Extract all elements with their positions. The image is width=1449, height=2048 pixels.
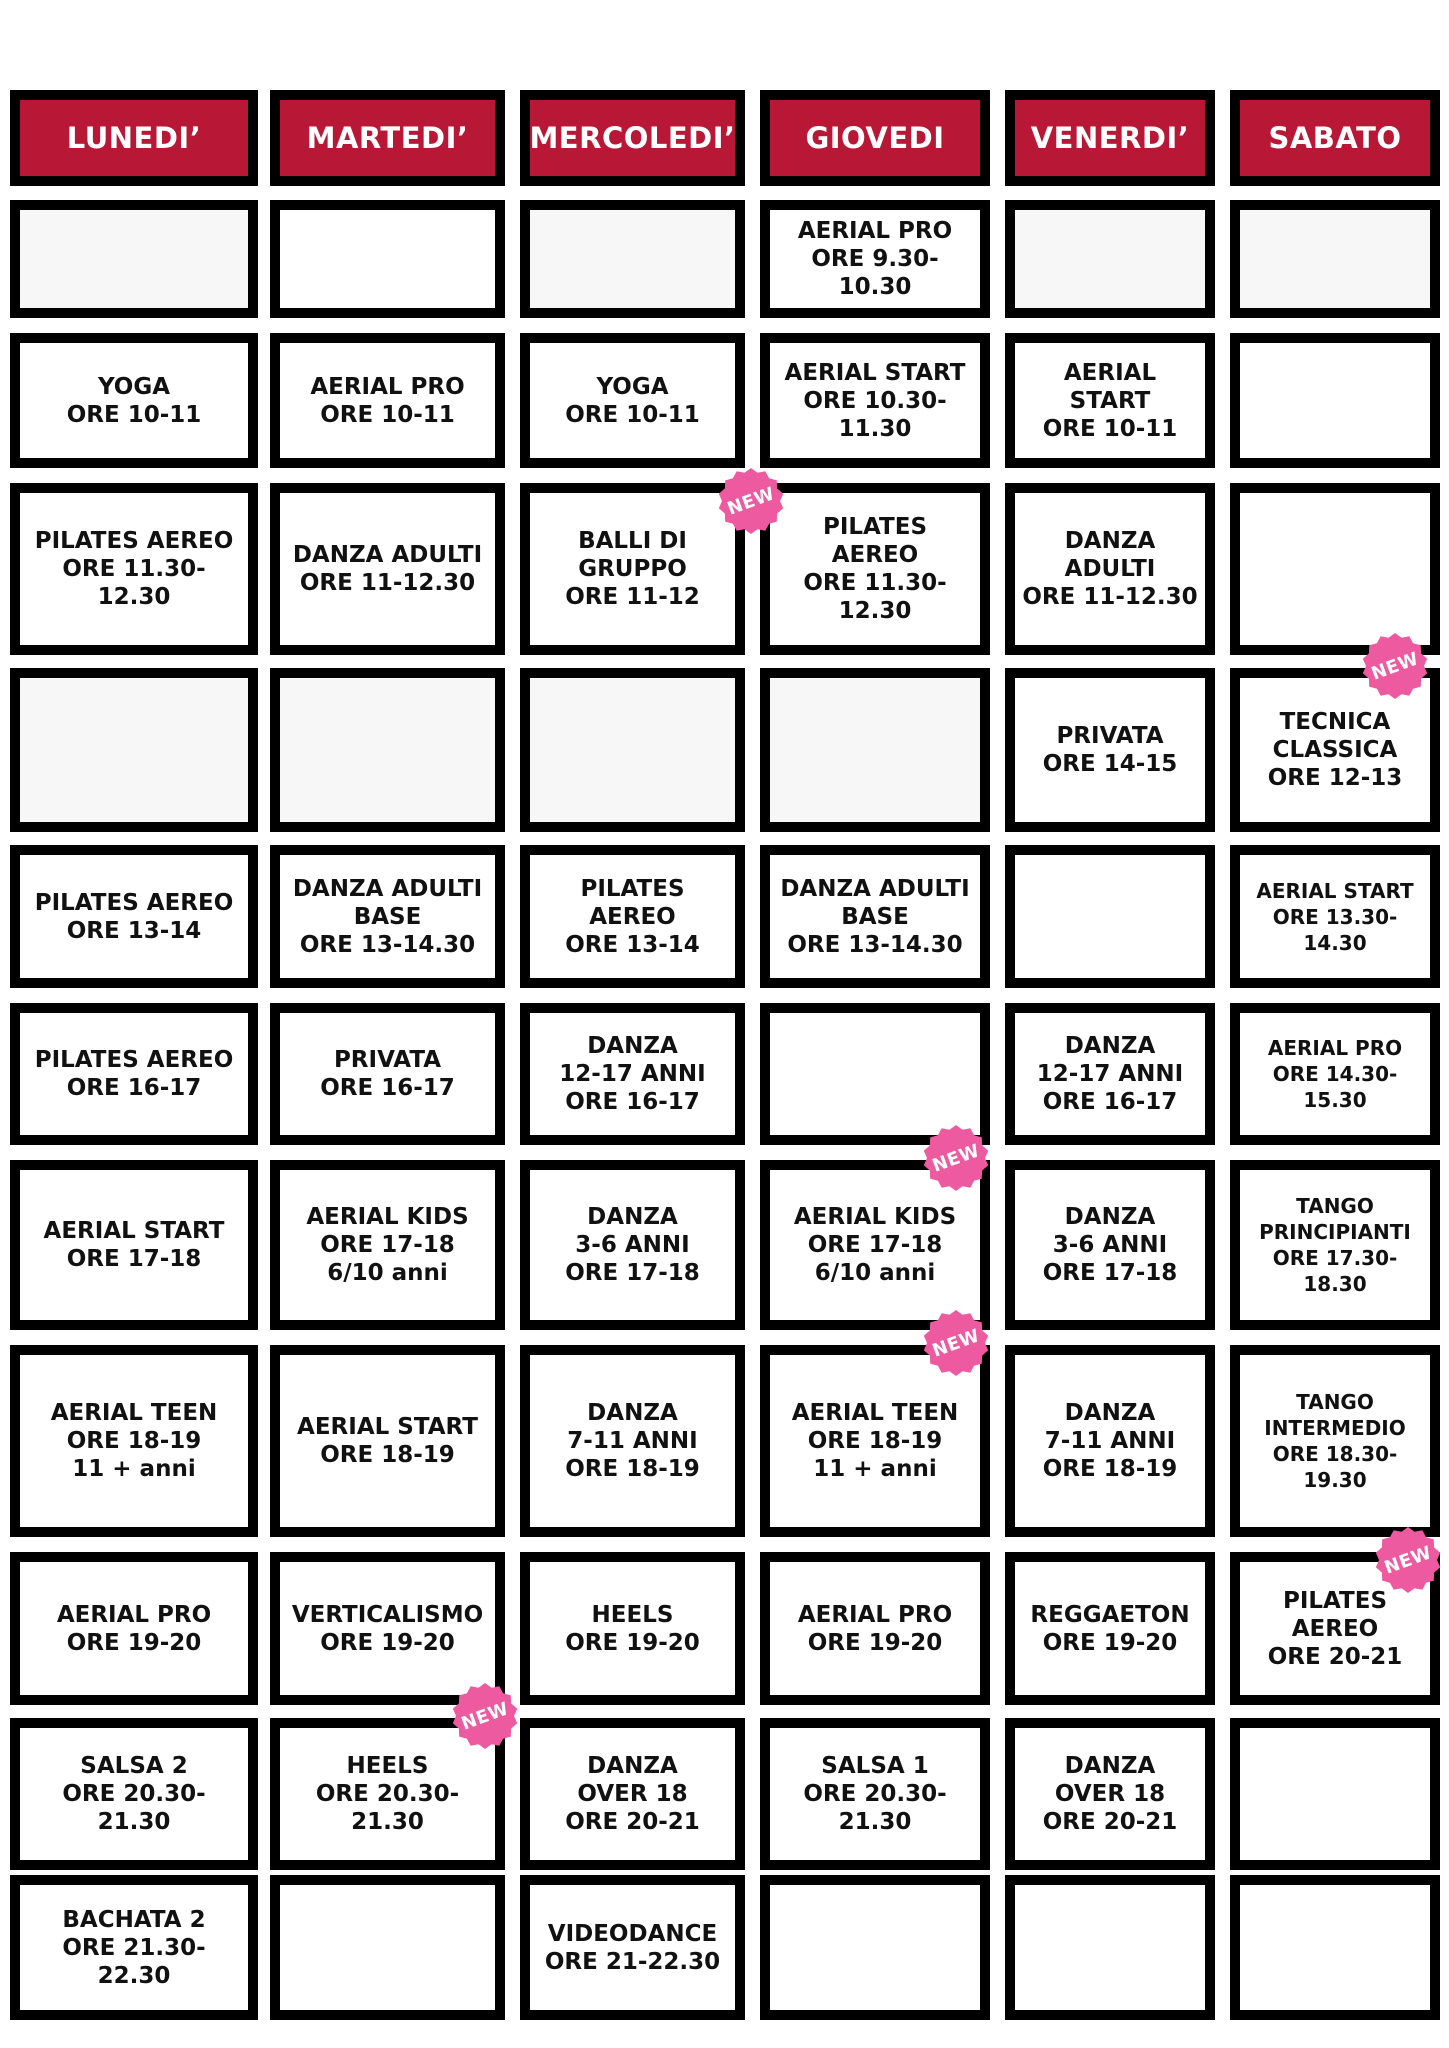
class-slot (270, 668, 505, 832)
class-slot-text: PRIVATA ORE 14-15 (1042, 723, 1178, 777)
class-slot (1005, 1875, 1215, 2020)
new-badge-label: NEW (1368, 647, 1422, 685)
class-slot (1005, 1718, 1215, 1870)
new-badge-label: NEW (929, 1324, 983, 1362)
new-badge (718, 468, 784, 534)
class-slot (1005, 668, 1215, 832)
class-slot (1005, 483, 1215, 655)
class-slot-text: AERIAL START ORE 10-11 (1042, 359, 1178, 442)
class-slot-text: VERTICALISMO ORE 19-20 (291, 1601, 484, 1656)
class-slot (520, 1875, 745, 2020)
class-slot-text: AERIAL PRO ORE 10-11 (310, 373, 465, 428)
class-slot (520, 845, 745, 988)
class-slot-text: PILATES AEREO ORE 13-14 (565, 875, 700, 958)
class-slot-text: DANZA ADULTI BASE ORE 13-14.30 (780, 875, 970, 958)
class-slot (10, 333, 258, 468)
class-slot (270, 1003, 505, 1145)
day-header-venerdi: VENERDI’ (1005, 90, 1215, 186)
class-slot (10, 668, 258, 832)
class-slot-text: AERIAL START ORE 13.30-14.30 (1256, 878, 1414, 955)
class-slot-text: HEELS ORE 20.30-21.30 (315, 1753, 460, 1835)
class-slot-text: AERIAL PRO ORE 9.30-10.30 (797, 218, 953, 300)
class-slot-text: DANZA OVER 18 ORE 20-21 (1042, 1753, 1178, 1835)
day-header-lunedi: LUNEDI’ (10, 90, 258, 186)
class-slot (10, 1718, 258, 1870)
new-badge (452, 1683, 518, 1749)
class-slot (270, 845, 505, 988)
new-badge (1362, 633, 1428, 699)
class-slot-text: PILATES AEREO ORE 11.30-12.30 (803, 514, 947, 624)
class-slot (760, 200, 990, 318)
class-slot (760, 845, 990, 988)
class-slot-text: DANZA OVER 18 ORE 20-21 (565, 1753, 700, 1835)
class-slot (1230, 1160, 1440, 1330)
new-badge (1375, 1527, 1441, 1593)
class-slot-text: DANZA 3-6 ANNI ORE 17-18 (565, 1204, 700, 1286)
day-header-sabato: SABATO (1230, 90, 1440, 186)
class-slot-text: REGGAETON ORE 19-20 (1030, 1601, 1190, 1656)
class-slot-text: SALSA 1 ORE 20.30-21.30 (803, 1753, 947, 1835)
day-header-giovedi: GIOVEDI (760, 90, 990, 186)
class-slot-text: PILATES AEREO ORE 11.30-12.30 (34, 528, 234, 610)
new-badge-label: NEW (929, 1139, 983, 1177)
class-slot-text: TECNICA CLASSICA ORE 12-13 (1267, 709, 1403, 791)
class-slot-text: AERIAL START ORE 17-18 (43, 1218, 225, 1272)
class-slot (520, 333, 745, 468)
class-slot-text: AERIAL START ORE 18-19 (297, 1414, 478, 1468)
new-badge (923, 1310, 989, 1376)
class-slot-text: TANGO INTERMEDIO ORE 18.30-19.30 (1264, 1390, 1406, 1492)
class-slot (1230, 845, 1440, 988)
class-slot (1230, 1875, 1440, 2020)
class-slot-text: DANZA 12-17 ANNI ORE 16-17 (559, 1033, 706, 1115)
new-badge-label: NEW (724, 482, 778, 520)
class-slot (10, 1003, 258, 1145)
class-slot-text: AERIAL PRO ORE 19-20 (797, 1601, 953, 1656)
class-slot-text: BALLI DI GRUPPO ORE 11-12 (565, 528, 700, 610)
class-slot (1005, 1160, 1215, 1330)
class-slot (1230, 200, 1440, 318)
class-slot (1005, 200, 1215, 318)
class-slot (1005, 1003, 1215, 1145)
class-slot (270, 1345, 505, 1537)
class-slot (520, 200, 745, 318)
class-slot-text: TANGO PRINCIPIANTI ORE 17.30-18.30 (1259, 1194, 1411, 1296)
class-slot (10, 200, 258, 318)
class-slot (10, 1345, 258, 1537)
class-slot (520, 1160, 745, 1330)
class-slot (760, 1552, 990, 1705)
class-slot (520, 1345, 745, 1537)
new-badge-label: NEW (458, 1697, 512, 1735)
class-slot (10, 483, 258, 655)
class-slot-text: SALSA 2 ORE 20.30-21.30 (62, 1753, 206, 1835)
class-slot (10, 1875, 258, 2020)
class-slot (1230, 1345, 1440, 1537)
class-slot-text: HEELS ORE 19-20 (565, 1601, 700, 1656)
class-slot (270, 1160, 505, 1330)
class-slot (1005, 333, 1215, 468)
class-slot-text: DANZA 3-6 ANNI ORE 17-18 (1042, 1204, 1178, 1286)
class-slot-text: DANZA ADULTI ORE 11-12.30 (1022, 528, 1198, 610)
class-slot-text: AERIAL TEEN ORE 18-19 11 + anni (50, 1400, 218, 1482)
class-slot (270, 483, 505, 655)
class-slot-text: DANZA 7-11 ANNI ORE 18-19 (1042, 1400, 1178, 1482)
class-slot (270, 333, 505, 468)
class-slot-text: DANZA ADULTI BASE ORE 13-14.30 (292, 875, 483, 958)
class-slot (760, 483, 990, 655)
class-slot-text: DANZA 12-17 ANNI ORE 16-17 (1036, 1033, 1184, 1115)
class-slot (760, 333, 990, 468)
class-slot-text: AERIAL PRO ORE 14.30-15.30 (1267, 1036, 1403, 1112)
class-slot-text: AERIAL PRO ORE 19-20 (56, 1601, 212, 1656)
class-slot-text: PRIVATA ORE 16-17 (320, 1047, 455, 1101)
class-slot-text: AERIAL KIDS ORE 17-18 6/10 anni (793, 1204, 957, 1286)
class-slot-text: YOGA ORE 10-11 (66, 373, 202, 428)
class-slot-text: PILATES AEREO ORE 16-17 (34, 1047, 234, 1101)
class-slot-text: DANZA ADULTI ORE 11-12.30 (292, 542, 483, 596)
new-badge (923, 1125, 989, 1191)
class-slot (520, 1718, 745, 1870)
class-slot (1230, 333, 1440, 468)
class-slot-text: BACHATA 2 ORE 21.30-22.30 (62, 1906, 206, 1989)
class-slot-text: VIDEODANCE ORE 21-22.30 (544, 1920, 721, 1975)
class-slot-text: YOGA ORE 10-11 (565, 373, 700, 428)
class-slot (1230, 1718, 1440, 1870)
new-badge-label: NEW (1381, 1541, 1435, 1579)
class-slot (1005, 1552, 1215, 1705)
class-slot-text: DANZA 7-11 ANNI ORE 18-19 (565, 1400, 700, 1482)
day-header-martedi: MARTEDI’ (270, 90, 505, 186)
day-header-mercoledi: MERCOLEDI’ (520, 90, 745, 186)
class-slot (760, 668, 990, 832)
class-slot (520, 1552, 745, 1705)
class-slot (520, 1003, 745, 1145)
class-slot (520, 668, 745, 832)
class-slot (1005, 1345, 1215, 1537)
class-slot (760, 1718, 990, 1870)
class-slot (270, 200, 505, 318)
class-slot (10, 845, 258, 988)
class-slot (10, 1552, 258, 1705)
class-slot-text: AERIAL TEEN ORE 18-19 11 + anni (791, 1400, 959, 1482)
class-slot (520, 483, 745, 655)
class-slot (270, 1875, 505, 2020)
class-slot (10, 1160, 258, 1330)
class-slot (760, 1875, 990, 2020)
class-slot-text: AERIAL KIDS ORE 17-18 6/10 anni (306, 1204, 469, 1286)
class-slot-text: AERIAL START ORE 10.30-11.30 (784, 359, 966, 442)
class-slot-text: PILATES AEREO ORE 20-21 (1267, 1587, 1403, 1670)
class-slot (1005, 845, 1215, 988)
class-slot (1230, 1003, 1440, 1145)
class-slot-text: PILATES AEREO ORE 13-14 (34, 889, 234, 944)
